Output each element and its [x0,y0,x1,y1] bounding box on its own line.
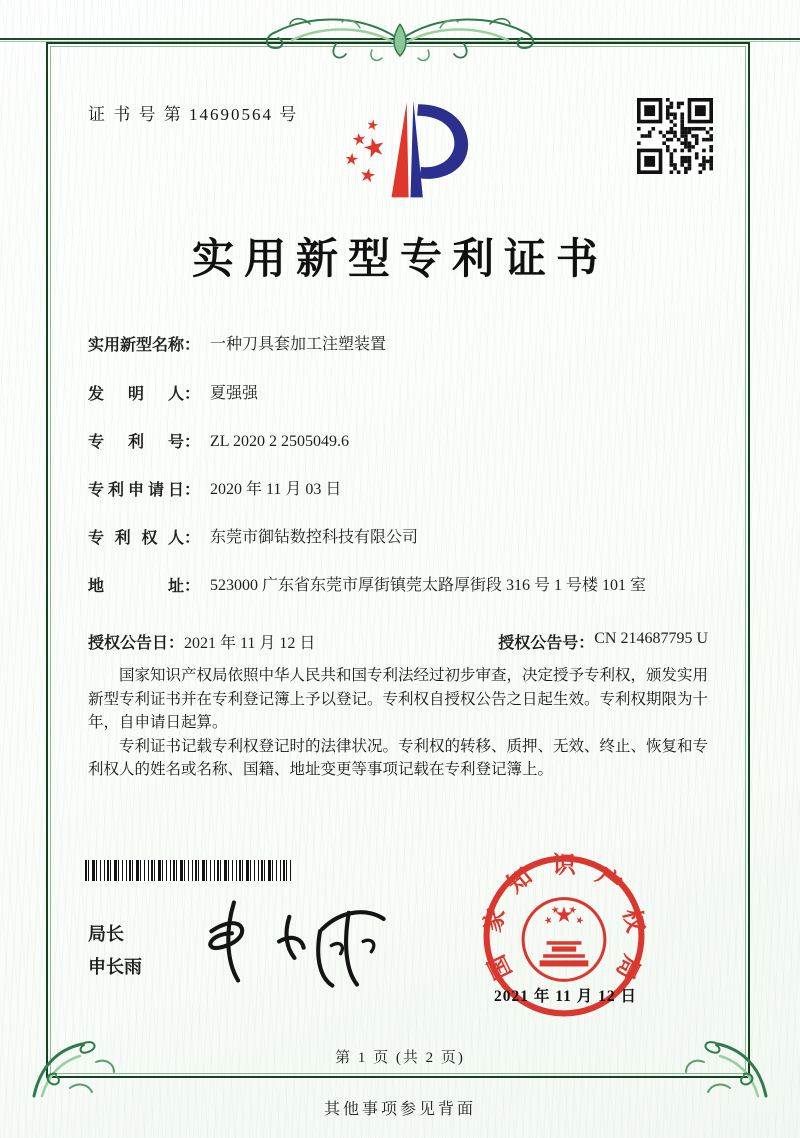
grant-no-group [498,630,708,653]
page-info: 第 1 页 (共 2 页) [335,1050,465,1066]
field-label: 专利号 [88,434,184,451]
svg-text:知: 知 [502,863,538,899]
cnipa-logo-icon [325,90,477,206]
top-flourish-ornament [240,4,560,68]
qr-code [637,98,713,174]
grant-date-value: 2021 年 11 月 12 日 [184,635,316,652]
field-label: 专利权人 [88,530,184,547]
grant-no-label: 授权公告号： [498,635,595,652]
field-value: 一种刀具套加工注塑装置 [210,336,387,353]
grant-no-value: CN 214687795 U [594,630,708,647]
field-value: 东莞市御钻数控科技有限公司 [210,529,419,546]
field-value: 夏强强 [210,385,259,402]
legal-paragraph-2: 专利证书记载专利权登记时的法律状况。专利权的转移、质押、无效、终止、恢复和专利权人的姓名或名称、国籍、地址变更等事项记载在专利登记簿上。 [88,737,709,778]
svg-text:识: 识 [552,852,576,879]
field-label: 专利申请日 [88,482,184,499]
field-value: 2020 年 11 月 03 日 [210,481,342,498]
field-label: 发明人 [88,386,184,403]
field-row-grant [88,630,718,653]
field-colon: ： [184,434,201,451]
field-value: 523000 广东省东莞市厚街镇莞太路厚街段 316 号 1 号楼 101 室 [210,577,647,594]
field-row-name [88,332,718,357]
svg-text:权: 权 [617,906,649,935]
field-colon: ： [184,386,201,403]
director-signature-icon [195,886,400,998]
field-label: 地址 [88,578,184,595]
field-colon: ： [184,530,201,547]
field-row-inventor [88,381,718,406]
director-name: 申长雨 [88,957,142,977]
barcode [85,860,291,881]
field-label: 实用新型名称 [88,337,185,354]
legal-paragraph-1: 国家知识产权局依照中华人民共和国专利法经过初步审查，决定授予专利权，颁发实用新型专利证书并在专利登记簿上予以登记。专利权自授权公告之日起生效。专利权期限为十年，自申请日起算。 [88,667,709,731]
field-colon: ： [184,337,201,354]
field-row-patentee [88,525,718,550]
svg-text:产: 产 [590,863,626,899]
back-note: 其他事项参见背面 [323,1101,476,1118]
field-row-patent-no [88,429,718,454]
grant-date-label: 授权公告日： [88,635,185,652]
grant-date-group [88,630,315,653]
director-title: 局长 [88,924,124,944]
field-colon: ： [184,578,201,595]
seal-date: 2021 年 11 月 12 日 [493,988,638,1005]
legal-text [88,664,716,782]
field-row-filing-date [88,477,718,502]
certificate-number: 证 书 号 第 14690564 号 [88,105,299,124]
field-colon: ： [184,482,201,499]
field-value: ZL 2020 2 2505049.6 [210,433,349,450]
certificate-title: 实用新型专利证书 [191,237,608,283]
svg-text:局: 局 [610,950,645,984]
svg-text:家: 家 [479,906,511,935]
svg-text:国: 国 [483,950,518,984]
field-row-address [88,573,718,598]
